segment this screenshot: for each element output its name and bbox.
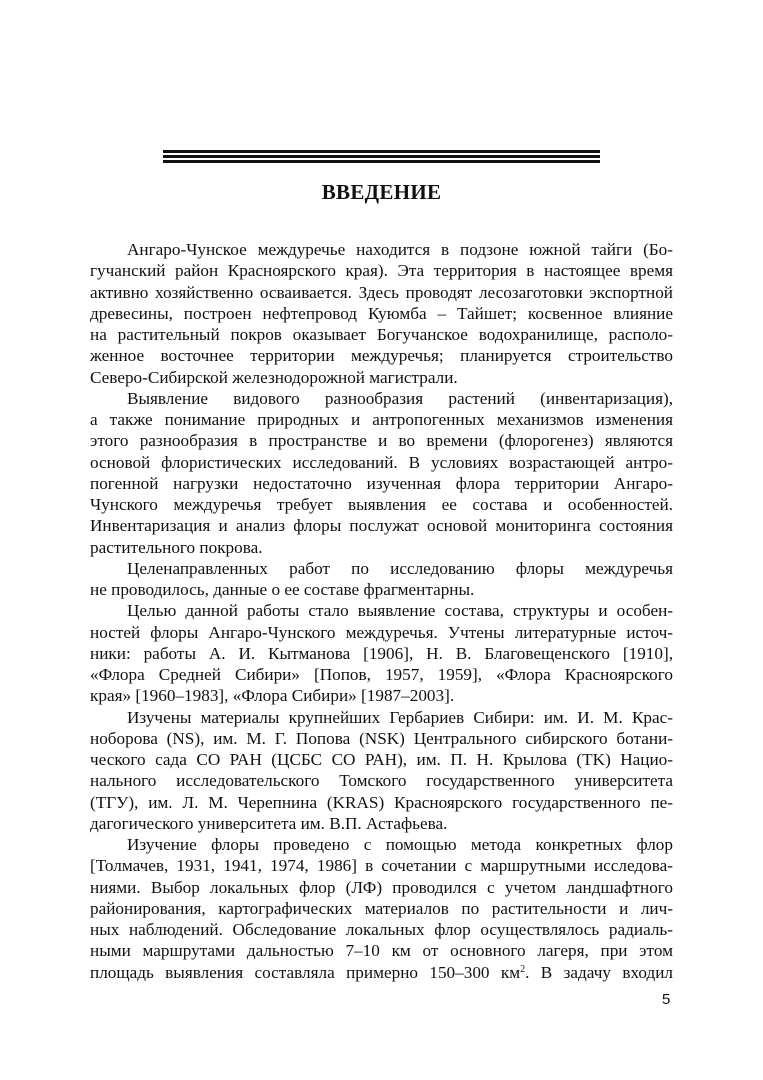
text-line: этого разнообразия в пространстве и во времени (флорогенез) являются [90,431,673,451]
text-line: Северо-Сибирской железнодорожной магистрали. [90,367,458,387]
text-line: ниями. Выбор локальных флор (ЛФ) проводился с учетом ландшафтного [90,877,673,897]
text-line: Изучение флоры проведено с помощью метода конкретных флор [127,835,673,854]
text-line: Изучены материалы крупнейших Гербариев Сибири: им. И. М. Крас- [127,707,673,727]
header-rule-line [163,150,600,153]
page-number: 5 [662,991,671,1008]
text-line: районирования, картографических материалов по растительности и лич- [90,898,673,918]
text-line: «Флора Средней Сибири» [Попов, 1957, 1959], «Флора Красноярского [90,665,673,684]
header-rule-line [163,160,600,163]
text-fragment: . В задачу входил [525,962,673,982]
text-line: растительного покрова. [90,537,263,557]
text-line: а также понимание природных и антропогенных механизмов изменения [90,410,673,429]
body-text [90,239,673,983]
text-line: Целенаправленных работ по исследованию флоры междуречья [127,558,673,578]
text-line: (ТГУ), им. Л. М. Черепнина (KRAS) Красноярского государственного пе- [90,792,673,812]
paragraph [90,600,673,706]
paragraph [90,558,673,601]
text-line: Выявление видового разнообразия растений (инвентаризация), [127,388,673,408]
text-line: не проводилось, данные о ее составе фрагментарны. [90,580,475,599]
text-line: активно хозяйственно осваивается. Здесь проводят лесозаготовки экспортной [90,282,673,302]
text-line: основой флористических исследований. В условиях возрастающей антро- [90,452,673,472]
text-line: гучанский район Красноярского края). Эта территория в настоящее время [90,261,673,281]
header-rules [163,150,600,165]
text-line: [Толмачев, 1931, 1941, 1974, 1986] в сочетании с маршрутными исследова- [90,856,673,876]
paragraph [90,239,673,388]
superscript: 2 [520,963,526,975]
paragraph [90,388,673,558]
text-fragment: площадь выявления составляла примерно 150–300 км [90,962,521,982]
text-line: Ангаро-Чунское междуречье находится в подзоне южной тайги (Бо- [127,240,673,259]
text-line: древесины, построен нефтепровод Куюмба – Тайшет; косвенное влияние [90,303,673,323]
paragraph [90,834,673,983]
text-line: Чунского междуречья требует выявления ее состава и особенностей. [90,495,673,514]
text-line: края» [1960–1983], «Флора Сибири» [1987–2003]. [90,686,455,706]
paragraph [90,707,673,835]
text-line: на растительный покров оказывает Богучанское водохранилище, располо- [90,325,673,344]
text-line: Инвентаризация и анализ флоры послужат основой мониторинга состояния [90,516,673,536]
text-line: ными маршрутами дальностью 7–10 км от основного лагеря, при этом [90,941,673,961]
text-line: ностей флоры Ангаро-Чунского междуречья. Учтены литературные источ- [90,622,673,642]
text-line: погенной нагрузки недостаточно изученная флора территории Ангаро- [90,473,673,493]
text-line: нального исследовательского Томского государственного университета [90,771,673,791]
text-line: дагогического университета им. В.П. Астафьева. [90,813,448,833]
text-line: ноборова (NS), им. М. Г. Попова (NSK) Центрального сибирского ботани- [90,728,673,748]
text-line: ники: работы А. И. Кытманова [1906], Н. В. Благовещенского [1910], [90,643,673,663]
text-line [90,962,673,983]
text-line: ных наблюдений. Обследование локальных флор осуществлялось радиаль- [90,920,673,939]
text-line: женное восточнее территории междуречья; планируется строительство [90,346,673,366]
page-title: ВВЕДЕНИЕ [321,180,442,204]
text-line: ческого сада СО РАН (ЦСБС СО РАН), им. П. Н. Крылова (TK) Нацио- [90,750,673,769]
text-line: Целью данной работы стало выявление состава, структуры и особен- [127,601,673,621]
header-rule-line [163,155,600,158]
